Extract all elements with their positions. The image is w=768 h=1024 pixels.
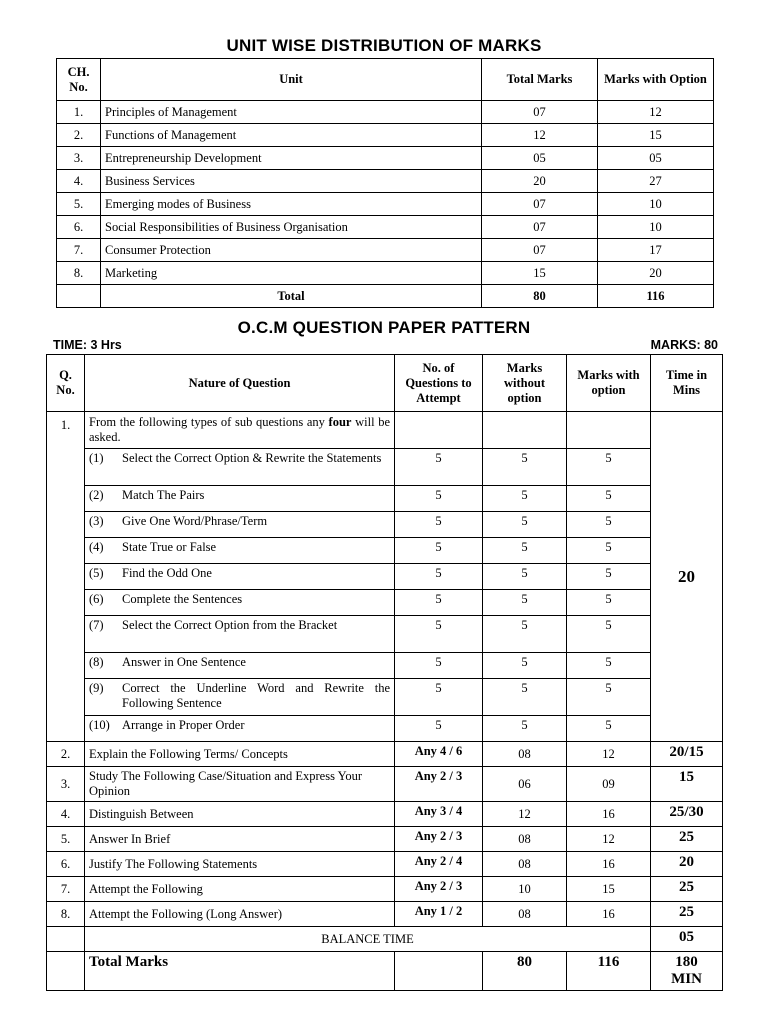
- sub-text: Answer in One Sentence: [122, 655, 246, 669]
- ch-no: 1.: [57, 101, 101, 124]
- sub-question-row: [47, 486, 723, 512]
- q-no: 4.: [47, 802, 85, 827]
- total-marks: 07: [482, 193, 598, 216]
- ch-no: 8.: [57, 262, 101, 285]
- to-attempt: 5: [395, 512, 483, 538]
- q-no: 7.: [47, 877, 85, 902]
- marks-without-option: 08: [483, 742, 567, 767]
- sub-question-row: [47, 564, 723, 590]
- total-marks: 20: [482, 170, 598, 193]
- q1-intro-row: [47, 412, 723, 449]
- marks-with-option: 16: [567, 802, 651, 827]
- sub-question: [85, 716, 395, 742]
- to-attempt: 5: [395, 449, 483, 486]
- sub-question-row: [47, 716, 723, 742]
- marks-without-option: 06: [483, 767, 567, 802]
- question-row: [47, 852, 723, 877]
- paper-pattern-title: O.C.M QUESTION PAPER PATTERN: [237, 318, 531, 337]
- ch-no: 3.: [57, 147, 101, 170]
- total-with-option: 116: [567, 952, 651, 991]
- marks-with-option: 5: [567, 616, 651, 653]
- marks-with-option: 5: [567, 564, 651, 590]
- marks-without-option: 08: [483, 852, 567, 877]
- total-marks-header: Total Marks: [482, 59, 598, 101]
- total-time: 180 MIN: [651, 952, 723, 991]
- time-header: Time in Mins: [651, 355, 723, 412]
- table-row: [57, 101, 714, 124]
- sub-no: (9): [89, 681, 104, 695]
- sub-no: (10): [89, 718, 110, 732]
- marks-with-option: 5: [567, 716, 651, 742]
- marks-without-option: 5: [483, 486, 567, 512]
- marks-without-option: 5: [483, 449, 567, 486]
- time-mins: 15: [651, 767, 723, 802]
- balance-time: 05: [651, 927, 723, 952]
- sub-question: [85, 449, 395, 486]
- question-row: [47, 877, 723, 902]
- q1-intro-text: From the following types of sub questions any four will be asked.: [85, 412, 395, 449]
- sub-question: [85, 653, 395, 679]
- total-marks: 07: [482, 216, 598, 239]
- sub-text: State True or False: [122, 540, 217, 554]
- to-attempt: 5: [395, 564, 483, 590]
- q-no: 5.: [47, 827, 85, 852]
- question-nature: Study The Following Case/Situation and Express Your Opinion: [85, 767, 395, 802]
- question-nature: Distinguish Between: [85, 802, 395, 827]
- sub-no: (2): [89, 488, 104, 502]
- balance-label: BALANCE TIME: [85, 927, 651, 952]
- marks-without-option: 5: [483, 538, 567, 564]
- ch-no: 4.: [57, 170, 101, 193]
- question-row: [47, 767, 723, 802]
- marks-with-option: 5: [567, 590, 651, 616]
- total-marks: 05: [482, 147, 598, 170]
- marks-without-option: 5: [483, 653, 567, 679]
- sub-question: [85, 512, 395, 538]
- sub-question-row: [47, 653, 723, 679]
- sub-no: (8): [89, 655, 104, 669]
- to-attempt: 5: [395, 590, 483, 616]
- to-attempt: Any 2 / 3: [395, 767, 483, 802]
- unit-name: Entrepreneurship Development: [101, 147, 482, 170]
- to-attempt: 5: [395, 653, 483, 679]
- marks-with-option: 09: [567, 767, 651, 802]
- sub-question-row: [47, 538, 723, 564]
- to-attempt: 5: [395, 616, 483, 653]
- sub-text: Give One Word/Phrase/Term: [122, 514, 268, 528]
- table-row: [57, 170, 714, 193]
- to-attempt: Any 1 / 2: [395, 902, 483, 927]
- total-marks: 07: [482, 101, 598, 124]
- marks-with-option: 27: [598, 170, 714, 193]
- to-attempt: Any 3 / 4: [395, 802, 483, 827]
- total-marks: 07: [482, 239, 598, 262]
- marks-with-option: 5: [567, 486, 651, 512]
- question-nature: Explain the Following Terms/ Concepts: [85, 742, 395, 767]
- marks-without-option: 5: [483, 716, 567, 742]
- time-mins: 25/30: [651, 802, 723, 827]
- unit-header: Unit: [101, 59, 482, 101]
- marks-with-option: 5: [567, 679, 651, 716]
- sub-text: Match The Pairs: [122, 488, 205, 502]
- q-no: 3.: [47, 767, 85, 802]
- marks-without-option: 08: [483, 902, 567, 927]
- sub-question: [85, 538, 395, 564]
- marks-with-option: 16: [567, 852, 651, 877]
- question-row: [47, 802, 723, 827]
- sub-question-row: [47, 590, 723, 616]
- table-row: [57, 147, 714, 170]
- marks-with-option: 12: [567, 827, 651, 852]
- marks-without-option: 5: [483, 679, 567, 716]
- marks-with-option: 5: [567, 653, 651, 679]
- balance-row: [47, 927, 723, 952]
- marks-without-option: 5: [483, 512, 567, 538]
- sub-no: (3): [89, 514, 104, 528]
- marks-with-option: 05: [598, 147, 714, 170]
- ch-no-header: CH. No.: [57, 59, 101, 101]
- table-row: [57, 193, 714, 216]
- table-row: [57, 262, 714, 285]
- unit-name: Functions of Management: [101, 124, 482, 147]
- to-attempt: Any 2 / 4: [395, 852, 483, 877]
- sub-question-row: [47, 512, 723, 538]
- marks-with-option: 10: [598, 216, 714, 239]
- total-marks: 12: [482, 124, 598, 147]
- total-label: Total: [101, 285, 482, 308]
- q-no: 6.: [47, 852, 85, 877]
- time-mins: 20: [651, 852, 723, 877]
- marks-with-option: 12: [598, 101, 714, 124]
- nature-header: Nature of Question: [85, 355, 395, 412]
- unit-name: Principles of Management: [101, 101, 482, 124]
- to-attempt: Any 2 / 3: [395, 827, 483, 852]
- ch-no: 2.: [57, 124, 101, 147]
- question-nature: Justify The Following Statements: [85, 852, 395, 877]
- marks-without-option: 12: [483, 802, 567, 827]
- sub-question-row: [47, 616, 723, 653]
- question-nature: Attempt the Following (Long Answer): [85, 902, 395, 927]
- marks-with-option: 12: [567, 742, 651, 767]
- sub-no: (7): [89, 618, 104, 632]
- sub-question: [85, 486, 395, 512]
- sub-question: [85, 590, 395, 616]
- total-option-value: 116: [598, 285, 714, 308]
- question-nature: Answer In Brief: [85, 827, 395, 852]
- marks-label: MARKS: 80: [650, 338, 718, 352]
- sub-text: Find the Odd One: [122, 566, 212, 580]
- unit-name: Emerging modes of Business: [101, 193, 482, 216]
- question-row: [47, 742, 723, 767]
- sub-question: [85, 679, 395, 716]
- sub-no: (1): [89, 451, 104, 465]
- unit-name: Business Services: [101, 170, 482, 193]
- without-option-header: Marks without option: [483, 355, 567, 412]
- q-no: 2.: [47, 742, 85, 767]
- question-nature: Attempt the Following: [85, 877, 395, 902]
- sub-question: [85, 564, 395, 590]
- marks-without-option: 10: [483, 877, 567, 902]
- marks-without-option: 5: [483, 564, 567, 590]
- marks-with-option: 16: [567, 902, 651, 927]
- marks-with-option: 17: [598, 239, 714, 262]
- sub-question-row: [47, 449, 723, 486]
- sub-no: (4): [89, 540, 104, 554]
- marks-with-option: 5: [567, 538, 651, 564]
- q-no: 1.: [47, 412, 85, 742]
- time-mins: 25: [651, 827, 723, 852]
- to-attempt: 5: [395, 486, 483, 512]
- marks-with-option: 10: [598, 193, 714, 216]
- question-row: [47, 902, 723, 927]
- marks-with-option: 5: [567, 512, 651, 538]
- table-row: [57, 239, 714, 262]
- total-marks-value: 80: [482, 285, 598, 308]
- sub-no: (5): [89, 566, 104, 580]
- sub-question: [85, 616, 395, 653]
- marks-without-option: 5: [483, 616, 567, 653]
- marks-with-option: 15: [567, 877, 651, 902]
- question-row: [47, 827, 723, 852]
- sub-text: Arrange in Proper Order: [122, 718, 245, 732]
- table-row: [57, 124, 714, 147]
- sub-text: Select the Correct Option & Rewrite the Statements: [122, 451, 382, 465]
- unit-name: Consumer Protection: [101, 239, 482, 262]
- ch-no: 7.: [57, 239, 101, 262]
- time-mins: 25: [651, 902, 723, 927]
- to-attempt: 5: [395, 716, 483, 742]
- sub-text: Complete the Sentences: [122, 592, 243, 606]
- with-option-header: Marks with option: [567, 355, 651, 412]
- unit-name: Marketing: [101, 262, 482, 285]
- table-header-row: [47, 355, 723, 412]
- q1-time: 20: [651, 412, 723, 742]
- paper-total-row: [47, 952, 723, 991]
- sub-question-row: [47, 679, 723, 716]
- q-no: 8.: [47, 902, 85, 927]
- q-no-header: Q. No.: [47, 355, 85, 412]
- unit-total-row: [57, 285, 714, 308]
- time-mins: 25: [651, 877, 723, 902]
- to-attempt-header: No. of Questions to Attempt: [395, 355, 483, 412]
- unit-distribution-table: [56, 58, 714, 308]
- time-mins: 20/15: [651, 742, 723, 767]
- unit-distribution-title: UNIT WISE DISTRIBUTION OF MARKS: [226, 36, 542, 55]
- to-attempt: Any 2 / 3: [395, 877, 483, 902]
- marks-with-option: 20: [598, 262, 714, 285]
- time-label: TIME: 3 Hrs: [53, 338, 122, 352]
- table-row: [57, 216, 714, 239]
- total-marks: 15: [482, 262, 598, 285]
- marks-with-option: 5: [567, 449, 651, 486]
- sub-text: Correct the Underline Word and Rewrite the Following Sentence: [122, 681, 390, 710]
- ch-no: 5.: [57, 193, 101, 216]
- marks-with-option: 15: [598, 124, 714, 147]
- total-marks-label: Total Marks: [85, 952, 395, 991]
- marks-without-option: 08: [483, 827, 567, 852]
- marks-without-option: 5: [483, 590, 567, 616]
- total-without-option: 80: [483, 952, 567, 991]
- paper-pattern-table: [46, 354, 723, 991]
- table-header-row: [57, 59, 714, 101]
- sub-text: Select the Correct Option from the Bracket: [122, 618, 338, 632]
- to-attempt: Any 4 / 6: [395, 742, 483, 767]
- to-attempt: 5: [395, 679, 483, 716]
- unit-name: Social Responsibilities of Business Organisation: [101, 216, 482, 239]
- to-attempt: 5: [395, 538, 483, 564]
- ch-no: 6.: [57, 216, 101, 239]
- marks-with-option-header: Marks with Option: [598, 59, 714, 101]
- sub-no: (6): [89, 592, 104, 606]
